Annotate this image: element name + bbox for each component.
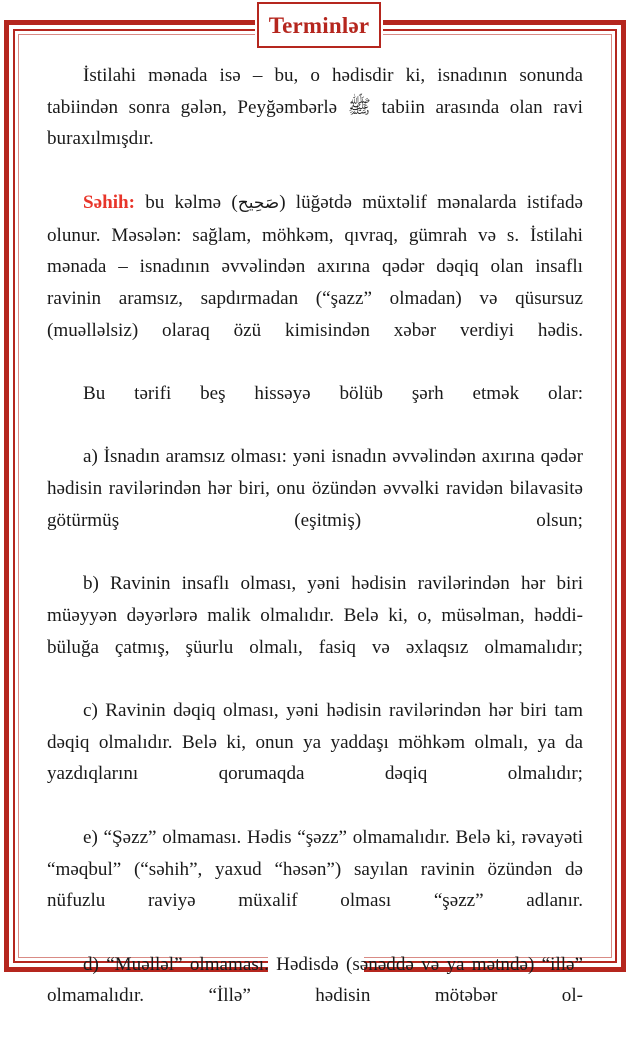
term-label-sahih: Səhih: (83, 191, 135, 213)
paragraph-item-a: a) İsnadın aramsız olması: yəni isnadın əvvəlindən axırına qədər hədisin ravilərindən hər biri, onu özündən əvvəlki ravidən bilavasitə götürmüş (eşitmiş) olsun; (47, 446, 583, 531)
sahih-text-before-arabic: bu kəlmə ( (145, 191, 238, 213)
paragraph-five-parts-intro: Bu tərifi beş hissəyə bölüb şərh etmək olar: (83, 383, 583, 405)
chapter-header-box (257, 2, 381, 48)
paragraph-istilahi-definition: İstilahi mənada isə – bu, o hədisdir ki, isnadının sonunda tabiindən sonra gələn, Peyğəmbərlə ﷺ tabiin arasında olan ravi buraxılmışdır. (47, 65, 583, 150)
paragraph-sahih-definition (47, 187, 583, 378)
paragraph-item-e: e) “Şəzz” olmaması. Hədis “şəzz” olmamalıdır. Belə ki, rəvayəti “məqbul” (“səhih”, yaxud “həsən”) sayılan ravinin özündən də nüfuzlu raviyə müxalif olması “şəzz” adlanır. (47, 826, 583, 912)
arabic-word-sahih: صَحِيح (237, 192, 280, 213)
paragraph-item-d: d) “Muəlləl” olmaması. Hədisdə (sənəddə və ya mətndə) “illə” olmamalıdır. “İllə” hədisin mötəbər ol- (47, 953, 583, 1007)
page-title: Terminlər (268, 12, 370, 38)
paragraph-item-b: b) Ravinin insaflı olması, yəni hədisin ravilərindən hər biri müəyyən dəyərlərə malik olmalıdır. Belə ki, o, müsəlman, həddi-büluğa çatmış, şüurlu olmalı, fasiq və əxlaqsız olmamalıdır; (47, 573, 583, 658)
sahih-text-after-arabic: ) lüğətdə müxtəlif mənalarda istifadə olunur. Məsələn: sağlam, möhkəm, qıvraq, gümrah və s. İstilahi mənada – isnadının əvvəlindən axırına qədər dəqiq olan insaflı ravinin aramsız, sapdırmadan (“şazz” olmadan) və qüsursuz (muəlləlsiz) olaraq özü kimisindən xəbər verdiyi hədis. (47, 191, 583, 341)
paragraph-item-c: c) Ravinin dəqiq olması, yəni hədisin ravilərindən hər biri tam dəqiq olmalıdır. Belə ki, onun ya yaddaşı möhkəm olmalı, ya da yazdıqlarını qorumaqda dəqiq olmalıdır; (47, 700, 583, 785)
body-text-column (47, 60, 583, 1044)
